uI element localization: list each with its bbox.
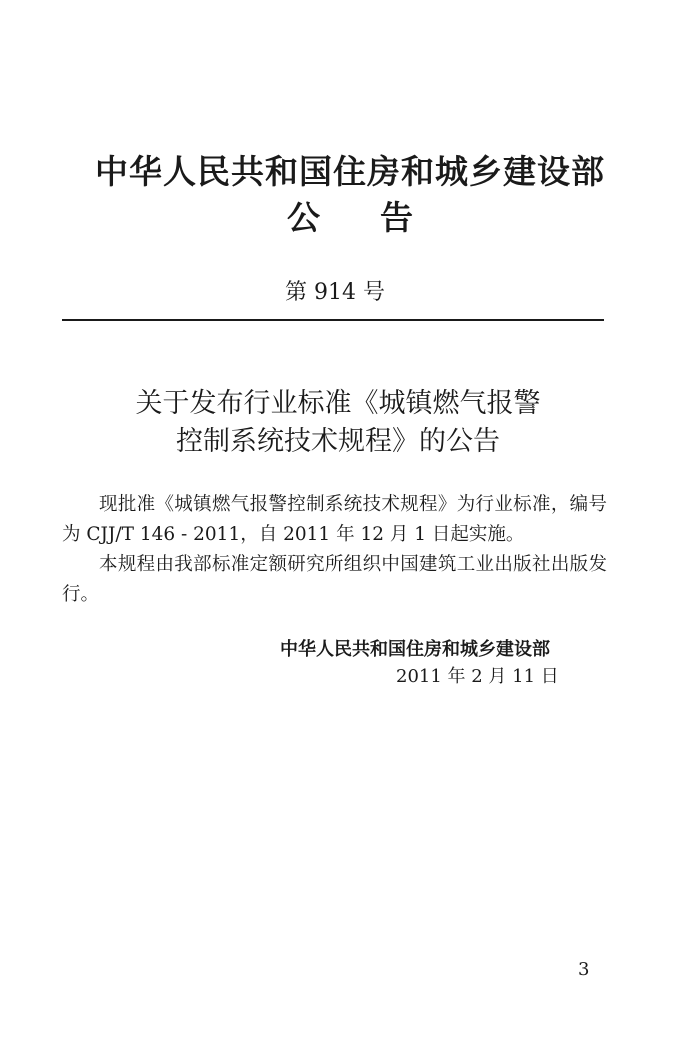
notice-heading-char-1: 公 xyxy=(287,198,320,237)
notice-heading xyxy=(0,196,700,240)
ministry-title: 中华人民共和国住房和城乡建设部 xyxy=(95,152,605,191)
notice-subject xyxy=(0,385,676,461)
notice-heading-char-2: 告 xyxy=(380,198,413,237)
body-paragraph-2: 本规程由我部标准定额研究所组织中国建筑工业出版社出版发行。 xyxy=(62,554,607,605)
signature-date: 2011 年 2 月 11 日 xyxy=(396,666,559,687)
notice-number: 第 914 号 xyxy=(285,280,385,305)
notice-subject-line-1: 关于发布行业标准《城镇燃气报警 xyxy=(135,388,541,419)
body-paragraph-1: 现批准《城镇燃气报警控制系统技术规程》为行业标准，编号为 CJJ/T 146 - 2011，自 2011 年 12 月 1 日起实施。 xyxy=(62,494,607,545)
signature-issuer: 中华人民共和国住房和城乡建设部 xyxy=(280,639,550,660)
page-number: 3 xyxy=(578,959,590,980)
notice-body xyxy=(62,490,607,610)
header-divider xyxy=(62,319,604,321)
notice-subject-line-2: 控制系统技术规程》的公告 xyxy=(176,426,500,457)
